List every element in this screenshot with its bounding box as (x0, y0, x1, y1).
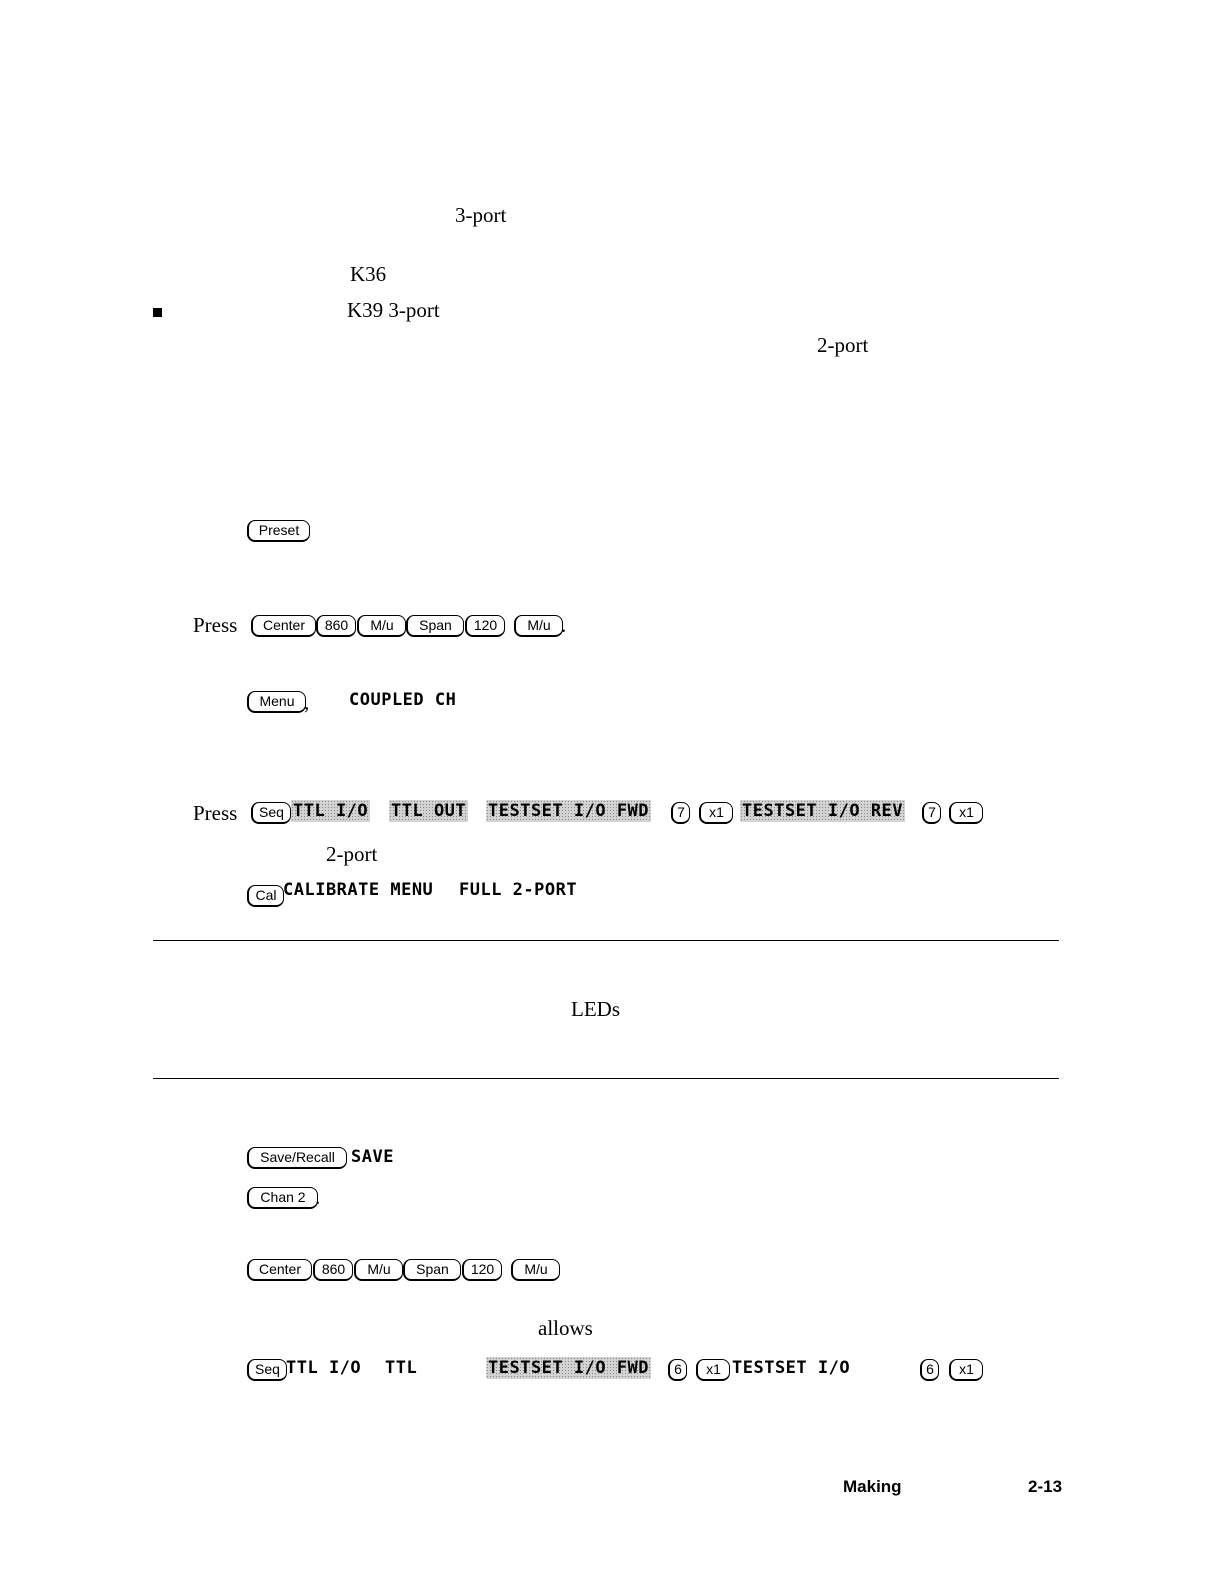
testset-io-rev-softkey[interactable]: TESTSET I/O REV (742, 801, 904, 821)
120-key[interactable]: 120 (465, 615, 505, 637)
chan-2-key[interactable]: Chan 2 (247, 1187, 318, 1209)
7-key[interactable]: 7 (922, 802, 941, 824)
x1-key[interactable]: x1 (696, 1359, 730, 1381)
x1-key[interactable]: x1 (699, 802, 733, 824)
seq-key[interactable]: Seq (251, 802, 291, 824)
seq-key[interactable]: Seq (247, 1359, 287, 1381)
menu-key[interactable]: Menu (247, 691, 306, 713)
x1-key[interactable]: x1 (949, 1359, 983, 1381)
mu-key[interactable]: M/u (514, 615, 563, 637)
6-key[interactable]: 6 (668, 1359, 687, 1381)
period-text: . (315, 1185, 321, 1209)
note-top-rule (153, 940, 1059, 941)
testset-io-fwd-softkey[interactable]: TESTSET I/O FWD (488, 1358, 650, 1378)
x1-key[interactable]: x1 (949, 802, 983, 824)
span-key[interactable]: Span (403, 1259, 461, 1281)
center-key[interactable]: Center (247, 1259, 312, 1281)
text-3-port: 3-port (455, 203, 507, 227)
860-key[interactable]: 860 (313, 1259, 353, 1281)
footer-section-title: Making (843, 1477, 902, 1496)
7-key[interactable]: 7 (671, 802, 690, 824)
ttl-out-softkey[interactable]: TTL OUT (391, 801, 467, 821)
mu-key[interactable]: M/u (354, 1259, 403, 1281)
text-k39-3-port: K39 3-port (347, 298, 440, 322)
save-softkey[interactable]: SAVE (351, 1147, 394, 1167)
press-label: Press (193, 801, 238, 825)
text-k36: K36 (350, 262, 387, 286)
mu-key[interactable]: M/u (357, 615, 406, 637)
text-2-port: 2-port (326, 842, 378, 866)
full-2-port-softkey[interactable]: FULL 2-PORT (459, 880, 578, 900)
bullet-icon (153, 308, 162, 317)
preset-key[interactable]: Preset (247, 520, 310, 542)
coupled-ch-softkey[interactable]: COUPLED CH (349, 690, 457, 710)
span-key[interactable]: Span (406, 615, 464, 637)
press-label: Press (193, 613, 238, 637)
text-2-port: 2-port (817, 333, 869, 357)
note-bottom-rule (153, 1078, 1059, 1079)
text-allows: allows (538, 1316, 593, 1340)
860-key[interactable]: 860 (316, 615, 356, 637)
testset-io-fwd-softkey[interactable]: TESTSET I/O FWD (488, 801, 650, 821)
ttl-softkey[interactable]: TTL (385, 1358, 418, 1378)
testset-io-softkey[interactable]: TESTSET I/O (732, 1358, 851, 1378)
ttl-io-softkey[interactable]: TTL I/O (286, 1358, 362, 1378)
cal-key[interactable]: Cal (247, 885, 284, 907)
page-number: 2-13 (1028, 1477, 1063, 1496)
calibrate-menu-softkey[interactable]: CALIBRATE MENU (283, 880, 434, 900)
save-recall-key[interactable]: Save/Recall (247, 1147, 347, 1169)
text-leds: LEDs (571, 997, 620, 1021)
mu-key[interactable]: M/u (511, 1259, 560, 1281)
period-text: . (561, 613, 567, 637)
center-key[interactable]: Center (251, 615, 316, 637)
comma-text: , (304, 690, 310, 714)
6-key[interactable]: 6 (920, 1359, 939, 1381)
ttl-io-softkey[interactable]: TTL I/O (293, 801, 369, 821)
120-key[interactable]: 120 (462, 1259, 502, 1281)
